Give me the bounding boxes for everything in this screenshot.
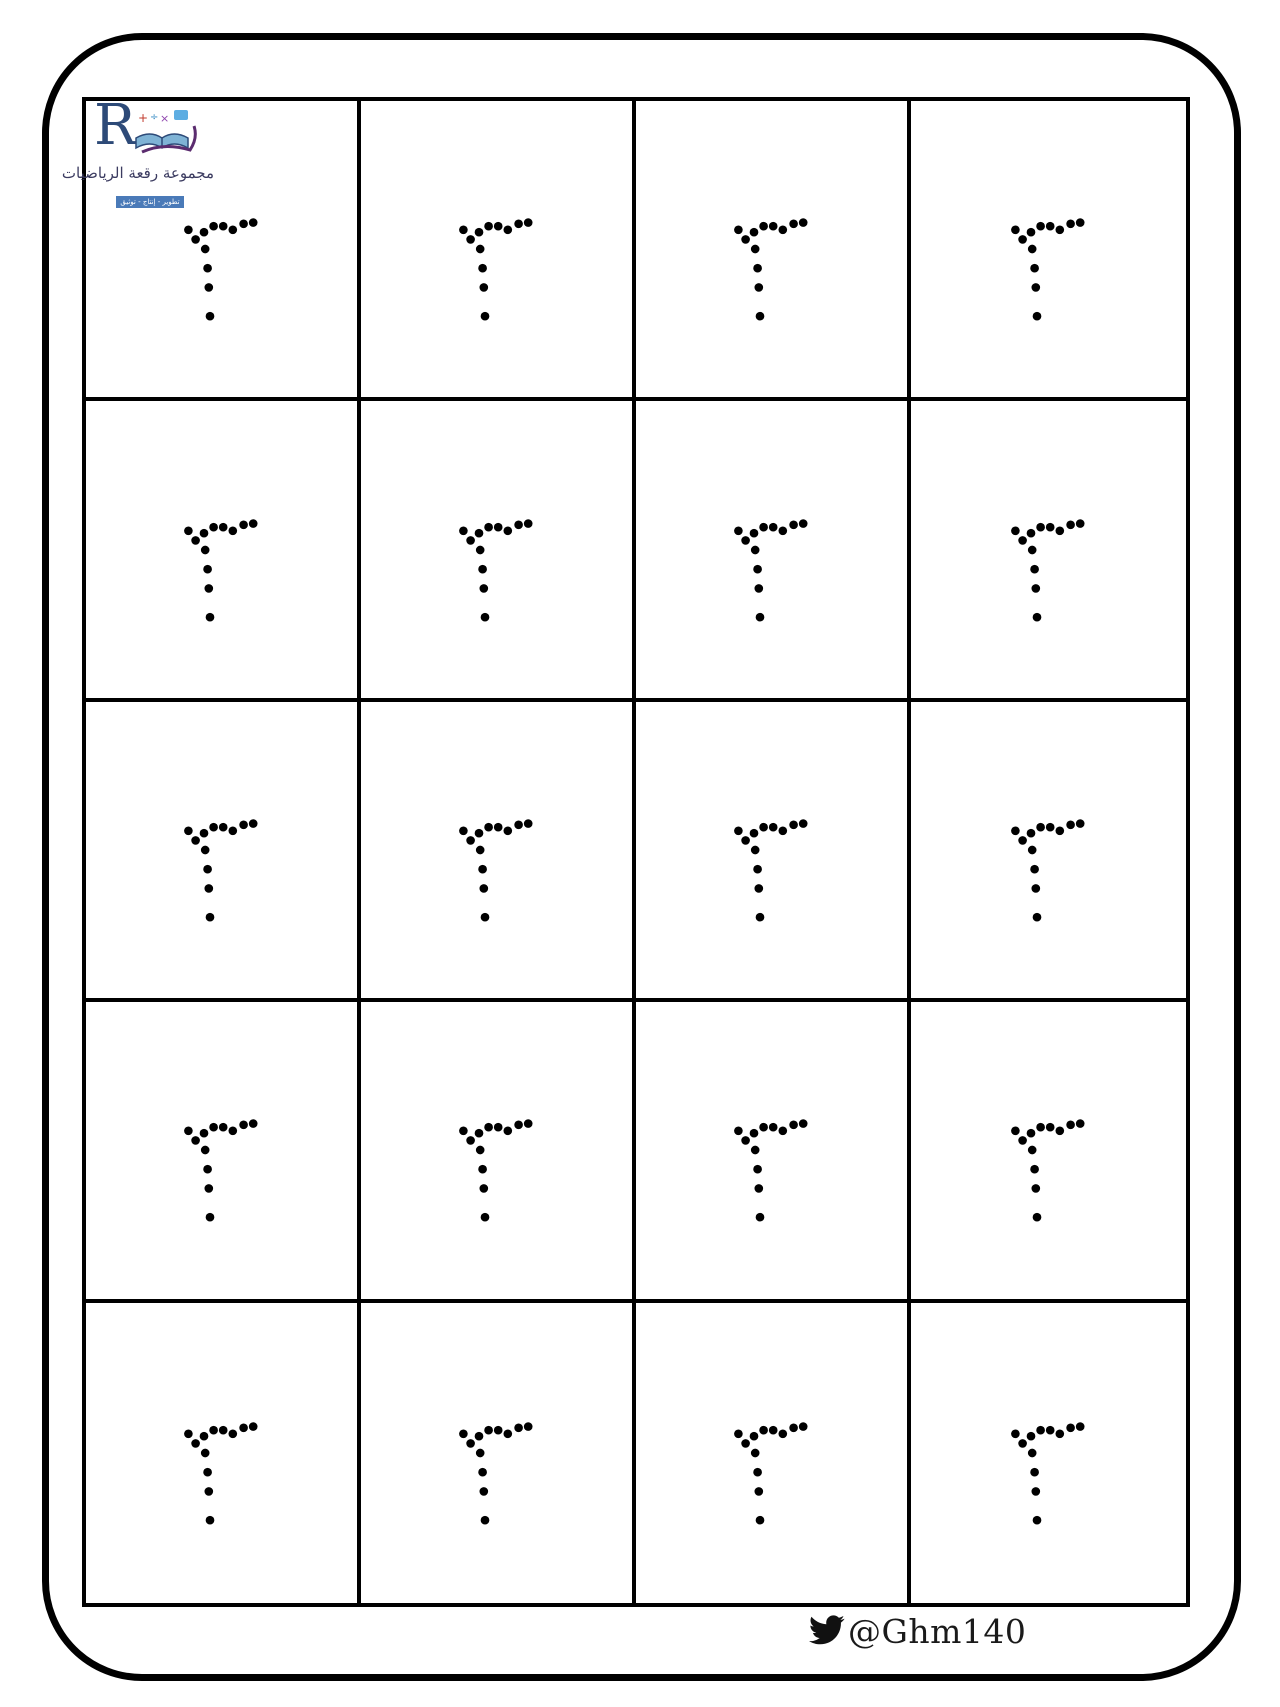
- svg-text:+: +: [138, 111, 149, 125]
- dotted-digit-three: [994, 1105, 1104, 1225]
- trace-dot: [1026, 1432, 1035, 1441]
- trace-dot: [750, 1146, 759, 1155]
- trace-dot: [1036, 222, 1045, 231]
- trace-dot: [503, 1429, 512, 1438]
- trace-dot: [778, 826, 787, 835]
- dotted-digit-three: [717, 1407, 827, 1527]
- trace-dot: [759, 522, 768, 531]
- trace-dot: [759, 1123, 768, 1132]
- trace-dot: [205, 612, 214, 621]
- twitter-bird-icon: [808, 1615, 846, 1647]
- trace-dot: [768, 1123, 777, 1132]
- trace-dot: [191, 536, 200, 545]
- trace-dot: [1026, 1129, 1035, 1138]
- trace-dot: [1018, 536, 1027, 545]
- dotted-digit-three: [167, 204, 277, 324]
- trace-dot: [503, 826, 512, 835]
- trace-dot: [239, 1121, 248, 1130]
- trace-dot: [759, 1426, 768, 1435]
- trace-dot: [204, 283, 213, 292]
- trace-dot: [205, 312, 214, 321]
- trace-cell: [636, 401, 911, 701]
- twitter-handle: @Ghm140: [848, 1611, 1027, 1651]
- trace-dot: [474, 228, 483, 237]
- trace-dot: [1030, 1165, 1039, 1174]
- trace-dot: [749, 528, 758, 537]
- trace-dot: [479, 1487, 488, 1496]
- dotted-digit-three: [442, 504, 552, 624]
- trace-dot: [199, 829, 208, 838]
- trace-dot: [239, 220, 248, 229]
- trace-dot: [1032, 913, 1041, 922]
- trace-dot: [204, 1184, 213, 1193]
- trace-dot: [484, 522, 493, 531]
- trace-dot: [200, 1448, 209, 1457]
- trace-dot: [789, 1121, 798, 1130]
- trace-dot: [1032, 1213, 1041, 1222]
- trace-dot: [205, 1213, 214, 1222]
- trace-dot: [248, 1120, 257, 1129]
- trace-dot: [1045, 522, 1054, 531]
- trace-dot: [778, 1127, 787, 1136]
- trace-dot: [199, 1129, 208, 1138]
- trace-cell: [636, 702, 911, 1002]
- trace-dot: [798, 519, 807, 528]
- trace-dot: [1075, 218, 1084, 227]
- dotted-digit-three: [717, 504, 827, 624]
- trace-dot: [191, 1439, 200, 1448]
- trace-dot: [466, 1439, 475, 1448]
- logo-title: مجموعة رقعة الرياضيات: [61, 164, 214, 182]
- dotted-digit-three: [442, 1407, 552, 1527]
- trace-cell: [636, 101, 911, 401]
- trace-dot: [459, 526, 468, 535]
- trace-dot: [459, 826, 468, 835]
- trace-dot: [1036, 1123, 1045, 1132]
- trace-dot: [1026, 528, 1035, 537]
- trace-cell: [361, 702, 636, 1002]
- trace-dot: [218, 1426, 227, 1435]
- trace-dot: [1055, 526, 1064, 535]
- trace-dot: [1027, 1146, 1036, 1155]
- trace-dot: [523, 218, 532, 227]
- trace-dot: [1032, 312, 1041, 321]
- trace-dot: [523, 1120, 532, 1129]
- trace-dot: [218, 1123, 227, 1132]
- trace-dot: [493, 1123, 502, 1132]
- trace-dot: [466, 1136, 475, 1145]
- trace-dot: [1027, 245, 1036, 254]
- trace-dot: [209, 522, 218, 531]
- trace-dot: [759, 222, 768, 231]
- trace-dot: [749, 228, 758, 237]
- dotted-digit-three: [167, 1407, 277, 1527]
- trace-dot: [204, 1487, 213, 1496]
- trace-dot: [203, 264, 212, 273]
- trace-dot: [480, 913, 489, 922]
- trace-dot: [475, 1448, 484, 1457]
- tracing-grid: [61, 93, 1190, 1607]
- trace-dot: [754, 283, 763, 292]
- trace-cell: [86, 1303, 361, 1603]
- trace-dot: [1030, 865, 1039, 874]
- trace-dot: [789, 820, 798, 829]
- trace-dot: [1027, 1448, 1036, 1457]
- trace-dot: [750, 846, 759, 855]
- trace-dot: [1018, 235, 1027, 244]
- trace-dot: [1055, 226, 1064, 235]
- trace-cell: [911, 702, 1186, 1002]
- trace-dot: [1075, 1422, 1084, 1431]
- trace-dot: [475, 545, 484, 554]
- trace-dot: [475, 846, 484, 855]
- logo-tagline: تطوير - إنتاج - توثيق: [116, 196, 184, 208]
- trace-dot: [768, 222, 777, 231]
- trace-cell: [361, 401, 636, 701]
- trace-dot: [1036, 522, 1045, 531]
- trace-dot: [755, 312, 764, 321]
- trace-dot: [749, 1129, 758, 1138]
- trace-dot: [191, 1136, 200, 1145]
- book-math-icon: [128, 108, 208, 156]
- trace-dot: [523, 519, 532, 528]
- trace-dot: [475, 245, 484, 254]
- trace-dot: [1018, 1136, 1027, 1145]
- trace-dot: [184, 1429, 193, 1438]
- trace-dot: [741, 1136, 750, 1145]
- trace-dot: [503, 1127, 512, 1136]
- trace-dot: [749, 1432, 758, 1441]
- trace-dot: [750, 1448, 759, 1457]
- trace-dot: [228, 826, 237, 835]
- trace-dot: [484, 1426, 493, 1435]
- trace-dot: [768, 823, 777, 832]
- trace-dot: [734, 226, 743, 235]
- trace-dot: [218, 823, 227, 832]
- trace-dot: [523, 1422, 532, 1431]
- trace-dot: [523, 819, 532, 828]
- trace-dot: [1011, 526, 1020, 535]
- trace-dot: [741, 235, 750, 244]
- trace-dot: [1066, 1423, 1075, 1432]
- dotted-digit-three: [167, 1105, 277, 1225]
- trace-dot: [466, 836, 475, 845]
- trace-dot: [1030, 1468, 1039, 1477]
- trace-dot: [1031, 1487, 1040, 1496]
- trace-dot: [1032, 612, 1041, 621]
- trace-dot: [1045, 1426, 1054, 1435]
- dotted-digit-three: [717, 204, 827, 324]
- trace-dot: [768, 522, 777, 531]
- trace-dot: [479, 884, 488, 893]
- trace-dot: [203, 1165, 212, 1174]
- trace-dot: [199, 528, 208, 537]
- trace-dot: [1036, 1426, 1045, 1435]
- trace-dot: [755, 1213, 764, 1222]
- trace-cell: [361, 101, 636, 401]
- trace-cell: [911, 1303, 1186, 1603]
- trace-cell: [361, 1002, 636, 1302]
- dotted-digit-three: [442, 1105, 552, 1225]
- trace-dot: [209, 1123, 218, 1132]
- trace-dot: [1075, 819, 1084, 828]
- trace-dot: [218, 222, 227, 231]
- trace-dot: [493, 823, 502, 832]
- trace-dot: [789, 520, 798, 529]
- trace-dot: [1026, 829, 1035, 838]
- trace-dot: [1026, 228, 1035, 237]
- trace-dot: [459, 226, 468, 235]
- trace-dot: [478, 1165, 487, 1174]
- trace-dot: [1045, 222, 1054, 231]
- trace-dot: [798, 1120, 807, 1129]
- trace-dot: [798, 218, 807, 227]
- trace-dot: [478, 865, 487, 874]
- trace-dot: [191, 836, 200, 845]
- svg-text:÷: ÷: [150, 112, 159, 123]
- trace-dot: [484, 1123, 493, 1132]
- trace-dot: [798, 1422, 807, 1431]
- trace-dot: [741, 536, 750, 545]
- trace-cell: [86, 1002, 361, 1302]
- trace-dot: [200, 1146, 209, 1155]
- trace-dot: [248, 519, 257, 528]
- trace-cell: [911, 101, 1186, 401]
- trace-dot: [209, 222, 218, 231]
- trace-dot: [1032, 1516, 1041, 1525]
- trace-dot: [459, 1429, 468, 1438]
- trace-dot: [203, 865, 212, 874]
- trace-dot: [753, 264, 762, 273]
- trace-dot: [753, 564, 762, 573]
- trace-dot: [459, 1127, 468, 1136]
- trace-dot: [466, 536, 475, 545]
- trace-dot: [228, 1127, 237, 1136]
- trace-dot: [755, 612, 764, 621]
- trace-dot: [228, 526, 237, 535]
- trace-dot: [479, 584, 488, 593]
- trace-dot: [1055, 826, 1064, 835]
- trace-dot: [200, 245, 209, 254]
- trace-dot: [753, 1468, 762, 1477]
- dotted-digit-three: [717, 804, 827, 924]
- trace-dot: [493, 222, 502, 231]
- trace-dot: [239, 1423, 248, 1432]
- dotted-digit-three: [994, 804, 1104, 924]
- trace-dot: [203, 1468, 212, 1477]
- trace-dot: [754, 1184, 763, 1193]
- trace-dot: [248, 1422, 257, 1431]
- trace-dot: [184, 826, 193, 835]
- trace-dot: [480, 612, 489, 621]
- trace-dot: [1066, 820, 1075, 829]
- trace-dot: [734, 1429, 743, 1438]
- trace-dot: [184, 526, 193, 535]
- trace-dot: [789, 1423, 798, 1432]
- trace-dot: [755, 913, 764, 922]
- trace-dot: [204, 884, 213, 893]
- trace-dot: [1011, 1127, 1020, 1136]
- trace-dot: [474, 829, 483, 838]
- trace-dot: [514, 820, 523, 829]
- trace-dot: [484, 222, 493, 231]
- trace-dot: [1030, 264, 1039, 273]
- dotted-digit-three: [994, 504, 1104, 624]
- trace-dot: [474, 1129, 483, 1138]
- trace-dot: [1027, 545, 1036, 554]
- trace-dot: [1027, 846, 1036, 855]
- trace-dot: [514, 1423, 523, 1432]
- trace-dot: [734, 826, 743, 835]
- trace-dot: [503, 526, 512, 535]
- trace-dot: [1018, 836, 1027, 845]
- dotted-digit-three: [167, 804, 277, 924]
- trace-dot: [475, 1146, 484, 1155]
- trace-dot: [248, 218, 257, 227]
- trace-dot: [480, 1213, 489, 1222]
- trace-dot: [478, 1468, 487, 1477]
- trace-dot: [1018, 1439, 1027, 1448]
- trace-dot: [778, 526, 787, 535]
- trace-dot: [200, 846, 209, 855]
- trace-cell: [86, 702, 361, 1002]
- trace-dot: [184, 226, 193, 235]
- trace-dot: [1055, 1127, 1064, 1136]
- trace-dot: [1066, 520, 1075, 529]
- trace-dot: [1036, 823, 1045, 832]
- trace-cell: [636, 1002, 911, 1302]
- trace-dot: [753, 1165, 762, 1174]
- trace-dot: [200, 545, 209, 554]
- trace-dot: [754, 1487, 763, 1496]
- trace-dot: [209, 823, 218, 832]
- trace-dot: [759, 823, 768, 832]
- dotted-digit-three: [994, 204, 1104, 324]
- trace-cell: [361, 1303, 636, 1603]
- trace-dot: [1075, 1120, 1084, 1129]
- trace-dot: [514, 520, 523, 529]
- trace-dot: [480, 1516, 489, 1525]
- trace-dot: [209, 1426, 218, 1435]
- trace-dot: [1011, 826, 1020, 835]
- logo-letter: R: [94, 93, 137, 158]
- trace-dot: [778, 1429, 787, 1438]
- trace-dot: [741, 836, 750, 845]
- trace-dot: [753, 865, 762, 874]
- trace-dot: [204, 584, 213, 593]
- trace-dot: [1031, 283, 1040, 292]
- trace-dot: [484, 823, 493, 832]
- trace-cell: [911, 401, 1186, 701]
- trace-cell: [911, 1002, 1186, 1302]
- trace-dot: [789, 220, 798, 229]
- trace-dot: [199, 1432, 208, 1441]
- trace-dot: [228, 226, 237, 235]
- trace-dot: [478, 564, 487, 573]
- dotted-digit-three: [717, 1105, 827, 1225]
- trace-dot: [478, 264, 487, 273]
- trace-dot: [1031, 584, 1040, 593]
- trace-dot: [755, 1516, 764, 1525]
- trace-dot: [205, 913, 214, 922]
- trace-dot: [1031, 884, 1040, 893]
- trace-dot: [493, 1426, 502, 1435]
- trace-dot: [1011, 226, 1020, 235]
- dotted-digit-three: [442, 204, 552, 324]
- trace-dot: [218, 522, 227, 531]
- trace-dot: [239, 820, 248, 829]
- trace-dot: [768, 1426, 777, 1435]
- trace-dot: [749, 829, 758, 838]
- trace-dot: [1055, 1429, 1064, 1438]
- trace-dot: [203, 564, 212, 573]
- trace-dot: [1066, 1121, 1075, 1130]
- trace-dot: [750, 245, 759, 254]
- dotted-digit-three: [442, 804, 552, 924]
- trace-dot: [754, 584, 763, 593]
- trace-dot: [750, 545, 759, 554]
- footer: [808, 1611, 1026, 1651]
- trace-cell: [636, 1303, 911, 1603]
- trace-dot: [479, 1184, 488, 1193]
- trace-dot: [1066, 220, 1075, 229]
- trace-dot: [514, 1121, 523, 1130]
- trace-dot: [1045, 1123, 1054, 1132]
- trace-dot: [1030, 564, 1039, 573]
- trace-dot: [741, 1439, 750, 1448]
- trace-dot: [184, 1127, 193, 1136]
- trace-dot: [734, 526, 743, 535]
- trace-dot: [480, 312, 489, 321]
- trace-dot: [778, 226, 787, 235]
- trace-dot: [191, 235, 200, 244]
- dotted-digit-three: [994, 1407, 1104, 1527]
- trace-dot: [474, 528, 483, 537]
- trace-dot: [248, 819, 257, 828]
- trace-dot: [1011, 1429, 1020, 1438]
- svg-text:×: ×: [160, 112, 170, 125]
- trace-dot: [493, 522, 502, 531]
- trace-dot: [798, 819, 807, 828]
- trace-cell: [86, 401, 361, 701]
- trace-dot: [466, 235, 475, 244]
- trace-dot: [754, 884, 763, 893]
- group-logo: [61, 93, 214, 214]
- trace-dot: [474, 1432, 483, 1441]
- dotted-digit-three: [167, 504, 277, 624]
- trace-dot: [228, 1429, 237, 1438]
- trace-dot: [239, 520, 248, 529]
- trace-dot: [514, 220, 523, 229]
- trace-dot: [1075, 519, 1084, 528]
- trace-dot: [479, 283, 488, 292]
- trace-dot: [205, 1516, 214, 1525]
- trace-dot: [1031, 1184, 1040, 1193]
- trace-dot: [199, 228, 208, 237]
- trace-dot: [1045, 823, 1054, 832]
- trace-dot: [734, 1127, 743, 1136]
- trace-dot: [503, 226, 512, 235]
